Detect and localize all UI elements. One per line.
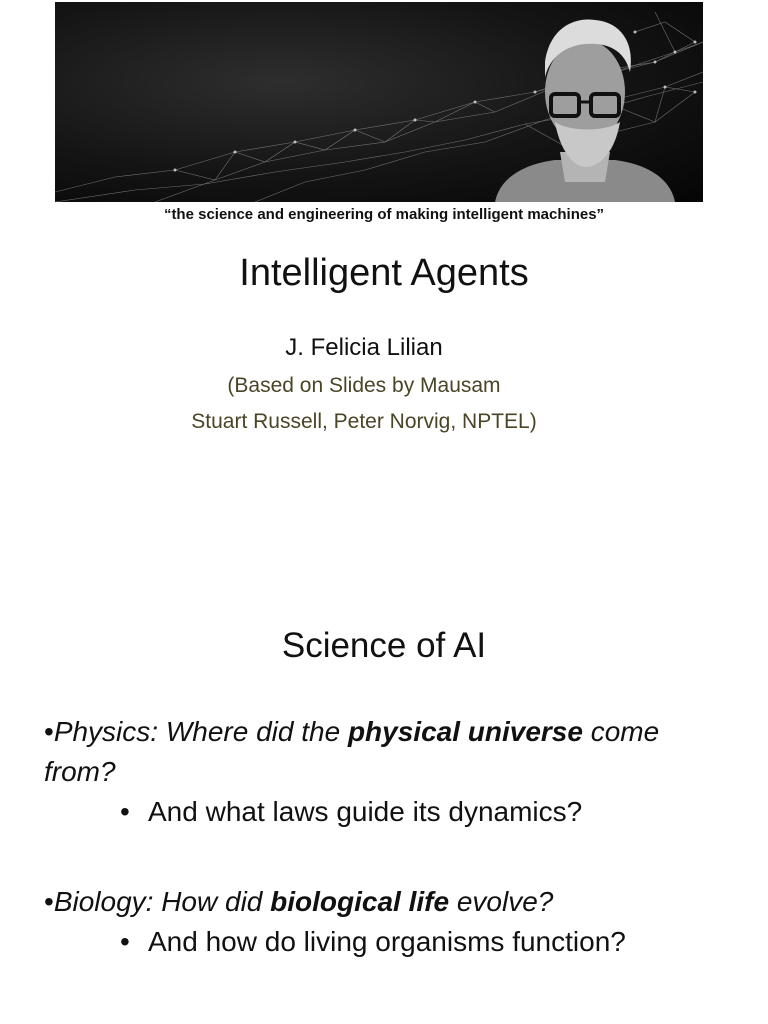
physics-emphasis: physical universe <box>347 716 583 747</box>
biology-sub-text: And how do living organisms function? <box>148 926 626 957</box>
credit-line-1: (Based on Slides by Mausam <box>227 374 501 397</box>
network-lines-graphic <box>55 2 703 202</box>
biology-sub-bullet <box>120 926 626 958</box>
physics-sub-text: And what laws guide its dynamics? <box>148 796 583 827</box>
header-banner-image <box>55 2 703 202</box>
biology-prefix: Biology: How did <box>53 886 271 917</box>
physics-line2: from? <box>44 756 116 787</box>
physics-bullet <box>44 716 659 748</box>
biology-emphasis: biological life <box>270 886 450 917</box>
quote-caption: “the science and engineering of making intelligent machines” <box>163 206 605 223</box>
bullet-marker: • <box>44 716 54 747</box>
content-slide <box>0 600 768 1024</box>
biology-bullet <box>44 886 553 918</box>
physics-sub-bullet <box>120 796 582 828</box>
credit-line-2: Stuart Russell, Peter Norvig, NPTEL) <box>191 410 537 433</box>
slide-title: Intelligent Agents <box>239 252 529 294</box>
sub-bullet-marker: • <box>120 926 130 957</box>
bullet-marker: • <box>44 886 54 917</box>
sub-bullet-marker: • <box>120 796 130 827</box>
portrait-figure <box>495 19 675 202</box>
physics-suffix: come <box>582 716 660 747</box>
physics-bullet-continuation <box>44 756 116 788</box>
author-name: J. Felicia Lilian <box>285 334 443 361</box>
physics-prefix: Physics: Where did the <box>53 716 348 747</box>
biology-suffix: evolve? <box>449 886 554 917</box>
slide-title: Science of AI <box>281 626 487 665</box>
